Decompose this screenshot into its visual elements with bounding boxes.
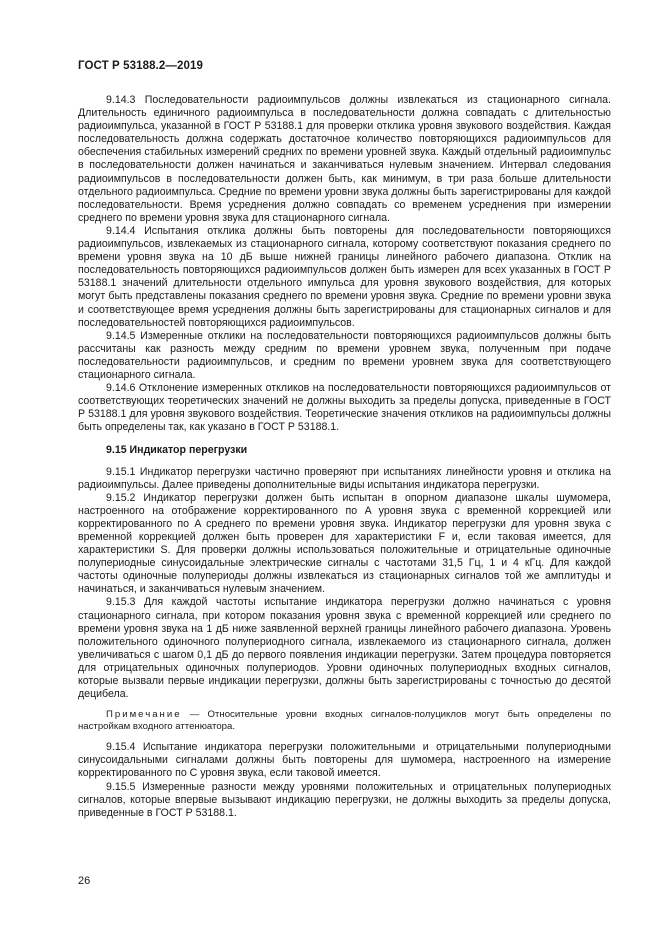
page-number: 26 <box>78 875 91 887</box>
note <box>78 709 611 733</box>
paragraph-9-15-1: 9.15.1 Индикатор перегрузки частично проверяют при испытаниях линейности уровня и отклика на радиоимпульсы. Далее приведены дополнительные виды испытания индикатора перегрузки. <box>78 465 611 491</box>
paragraph-9-15-4: 9.15.4 Испытание индикатора перегрузки положительными и отрицательными полупериодными синусоидальными сигналами должны быть повторены для шумомера, настроенного на измерение корректированного по C уровня звука, если таковой имеется. <box>78 741 611 780</box>
paragraph-9-15-2: 9.15.2 Индикатор перегрузки должен быть испытан в опорном диапазоне шкалы шумомера, настроенного на отображение корректированного по A уровня звука с временной коррекцией или корректированного по A среднего по времени уровня звука. Индикатор перегрузки для уровня звука с временной коррекцией должен быть проверен для характеристики F и, если таковая имеется, для характеристики S. Для проверки должны использоваться положительные и отрицательные одиночные полупериодные синусоидальные электрические сигналы с частотами 31,5 Гц, 1 и 4 кГц. Для каждой частоты одиночные полупериоды должны извлекаться из стационарных сигналов той же амплитуды и начинаться, и заканчиваться нулевым значением. <box>78 491 611 596</box>
document-body <box>78 94 611 820</box>
paragraph-9-14-6: 9.14.6 Отклонение измеренных откликов на последовательности повторяющихся радиоимпульсов от соответствующих теоретических значений не должны выходить за пределы допуска, приведенные в ГОСТ Р 53188.1 для уровня звукового воздействия. Теоретические значения откликов на радиоимпульсы должны быть определены так, как указано в ГОСТ Р 53188.1. <box>78 382 611 434</box>
paragraph-9-14-4: 9.14.4 Испытания отклика должны быть повторены для последовательности повторяющихся радиоимпульсов, извлекаемых из стационарного сигнала, которому соответствуют показания среднего по времени уровня звука на 10 дБ выше нижней границы линейного рабочего диапазона. Отклик на последовательность повторяющихся радиоимпульсов должен быть измерен для всех указанных в ГОСТ Р 53188.1 значений длительности отдельного импульса для уровня звукового воздействия, для которых могут быть представлены показания среднего по времени уровня звука. Средние по времени уровни звука и соответствующее время усреднения должны быть зарегистрированы для стационарных сигналов и для последовательностей повторяющихся радиоимпульсов. <box>78 224 611 329</box>
note-text: — Относительные уровни входных сигналов-полуциклов могут быть определены по настройкам входного аттенюатора. <box>78 709 611 733</box>
section-title-9-15: 9.15 Индикатор перегрузки <box>106 444 248 457</box>
note-label: Примечание <box>106 709 182 721</box>
paragraph-9-14-3: 9.14.3 Последовательности радиоимпульсов должны извлекаться из стационарного сигнала. Длительность единичного радиоимпульса в последовательности должна совпадать с длительностью радиоимпульса, указанной в ГОСТ Р 53188.1 для проверки отклика уровня звукового воздействия. Каждая последовательность должна содержать достаточное количество повторяющихся радиоимпульсов для обеспечения стабильных измерений средних по времени уровней звука. Каждый отдельный радиоимпульс в последовательности должен начинаться и заканчиваться нулевым значением. Интервал следования радиоимпульсов в последовательности должен быть, как минимум, в три раза больше длительности отдельного радиоимпульса. Средние по времени уровни звука должны быть зарегистрированы для каждой последовательности. Время усреднения должно совпадать со временем усреднения при измерении среднего по времени уровня звука для стационарного сигнала. <box>78 94 611 224</box>
paragraph-9-15-5: 9.15.5 Измеренные разности между уровнями положительных и отрицательных полупериодных сигналов, которые впервые вызывают индикацию перегрузки, не должны выходить за пределы допуска, приведенные в ГОСТ Р 53188.1. <box>78 780 611 819</box>
document-header: ГОСТ Р 53188.2—2019 <box>78 60 203 72</box>
paragraph-9-14-5: 9.14.5 Измеренные отклики на последовательности повторяющихся радиоимпульсов должны быть рассчитаны как разность между средним по времени уровнем звука, полученным при подаче последовательности радиоимпульсов, и средним по времени уровнем звука для соответствующего стационарного сигнала. <box>78 329 611 381</box>
paragraph-9-15-3: 9.15.3 Для каждой частоты испытание индикатора перегрузки должно начинаться с уровня стационарного сигнала, при котором показания уровня звука с временной коррекцией или среднего по времени уровня звука на 1 дБ ниже заявленной верхней границы линейного рабочего диапазона. Уровень положительного одиночного полупериодного сигнала, извлекаемого из стационарного сигнала, должен увеличиваться с шагом 0,1 дБ до первого появления индикации перегрузки. Затем процедура повторяется для отрицательных одиночных полупериодов. Уровни одиночных полупериодных входных сигналов, которые вызвали первые индикации перегрузки, должны быть зарегистрированы с точностью до десятой децибела. <box>78 596 611 701</box>
